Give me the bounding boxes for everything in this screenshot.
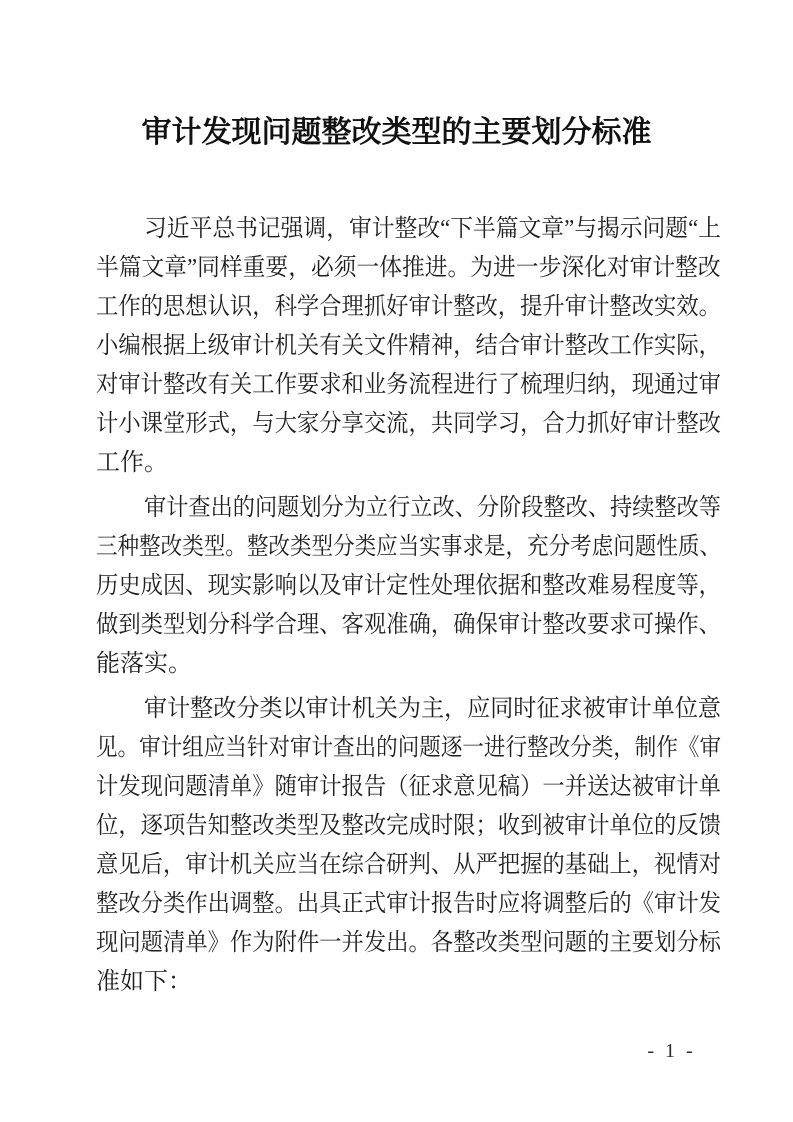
- paragraph-intro: [96, 210, 721, 483]
- text-line: [96, 807, 721, 846]
- text-line-content: 计发现问题清单》随审计报告（征求意见稿）一并送达被审计单: [96, 774, 721, 800]
- text-line-content: 半篇文章”同样重要，必须一体推进。为进一步深化对审计整改: [96, 255, 721, 281]
- document-body: [96, 210, 721, 1002]
- text-line: [96, 489, 721, 528]
- text-line: [96, 210, 721, 249]
- text-line-content: 见。审计组应当针对审计查出的问题逐一进行整改分类，制作《审: [96, 735, 721, 761]
- page-number: - 1 -: [647, 1040, 693, 1062]
- text-line: [96, 645, 721, 684]
- document-title: 审计发现问题整改类型的主要划分标准: [141, 116, 652, 149]
- text-line-content: 意见后，审计机关应当在综合研判、从严把握的基础上，视情对: [96, 852, 721, 878]
- text-line: [96, 690, 721, 729]
- text-line: [96, 963, 721, 1002]
- text-line-content: 习近平总书记强调，审计整改“下半篇文章”与揭示问题“上: [144, 216, 721, 242]
- text-line-content: 三种整改类型。整改类型分类应当实事求是，充分考虑问题性质、: [96, 534, 721, 560]
- text-line: [96, 528, 721, 567]
- text-line-content: 对审计整改有关工作要求和业务流程进行了梳理归纳，现通过审: [96, 372, 721, 398]
- text-line: [96, 768, 721, 807]
- text-line-content: 位，逐项告知整改类型及整改完成时限；收到被审计单位的反馈: [96, 813, 721, 839]
- text-line: [96, 729, 721, 768]
- paragraph-process: [96, 690, 721, 1002]
- text-line: [96, 444, 721, 483]
- text-line-content: 工作。: [96, 450, 168, 476]
- text-line-content: 做到类型划分科学合理、客观准确，确保审计整改要求可操作、: [96, 612, 721, 638]
- paragraph-types: [96, 489, 721, 684]
- text-line-content: 小编根据上级审计机关有关文件精神，结合审计整改工作实际，: [96, 333, 721, 359]
- text-line-content: 工作的思想认识，科学合理抓好审计整改，提升审计整改实效。: [96, 294, 721, 320]
- text-line-content: 计小课堂形式，与大家分享交流，共同学习，合力抓好审计整改: [96, 411, 721, 437]
- text-line: [96, 327, 721, 366]
- text-line-content: 现问题清单》作为附件一并发出。各整改类型问题的主要划分标: [96, 930, 721, 956]
- text-line-content: 能落实。: [96, 651, 192, 677]
- text-line: [96, 405, 721, 444]
- text-line-content: 历史成因、现实影响以及审计定性处理依据和整改难易程度等，: [96, 573, 721, 599]
- text-line: [96, 846, 721, 885]
- text-line-content: 审计整改分类以审计机关为主，应同时征求被审计单位意: [144, 696, 721, 722]
- text-line-content: 审计查出的问题划分为立行立改、分阶段整改、持续整改等: [144, 495, 721, 521]
- text-line: [96, 288, 721, 327]
- text-line-content: 准如下：: [96, 969, 192, 995]
- text-line: [96, 366, 721, 405]
- text-line-content: 整改分类作出调整。出具正式审计报告时应将调整后的《审计发: [96, 891, 721, 917]
- text-line: [96, 885, 721, 924]
- text-line: [96, 924, 721, 963]
- text-line: [96, 606, 721, 645]
- text-line: [96, 567, 721, 606]
- text-line: [96, 249, 721, 288]
